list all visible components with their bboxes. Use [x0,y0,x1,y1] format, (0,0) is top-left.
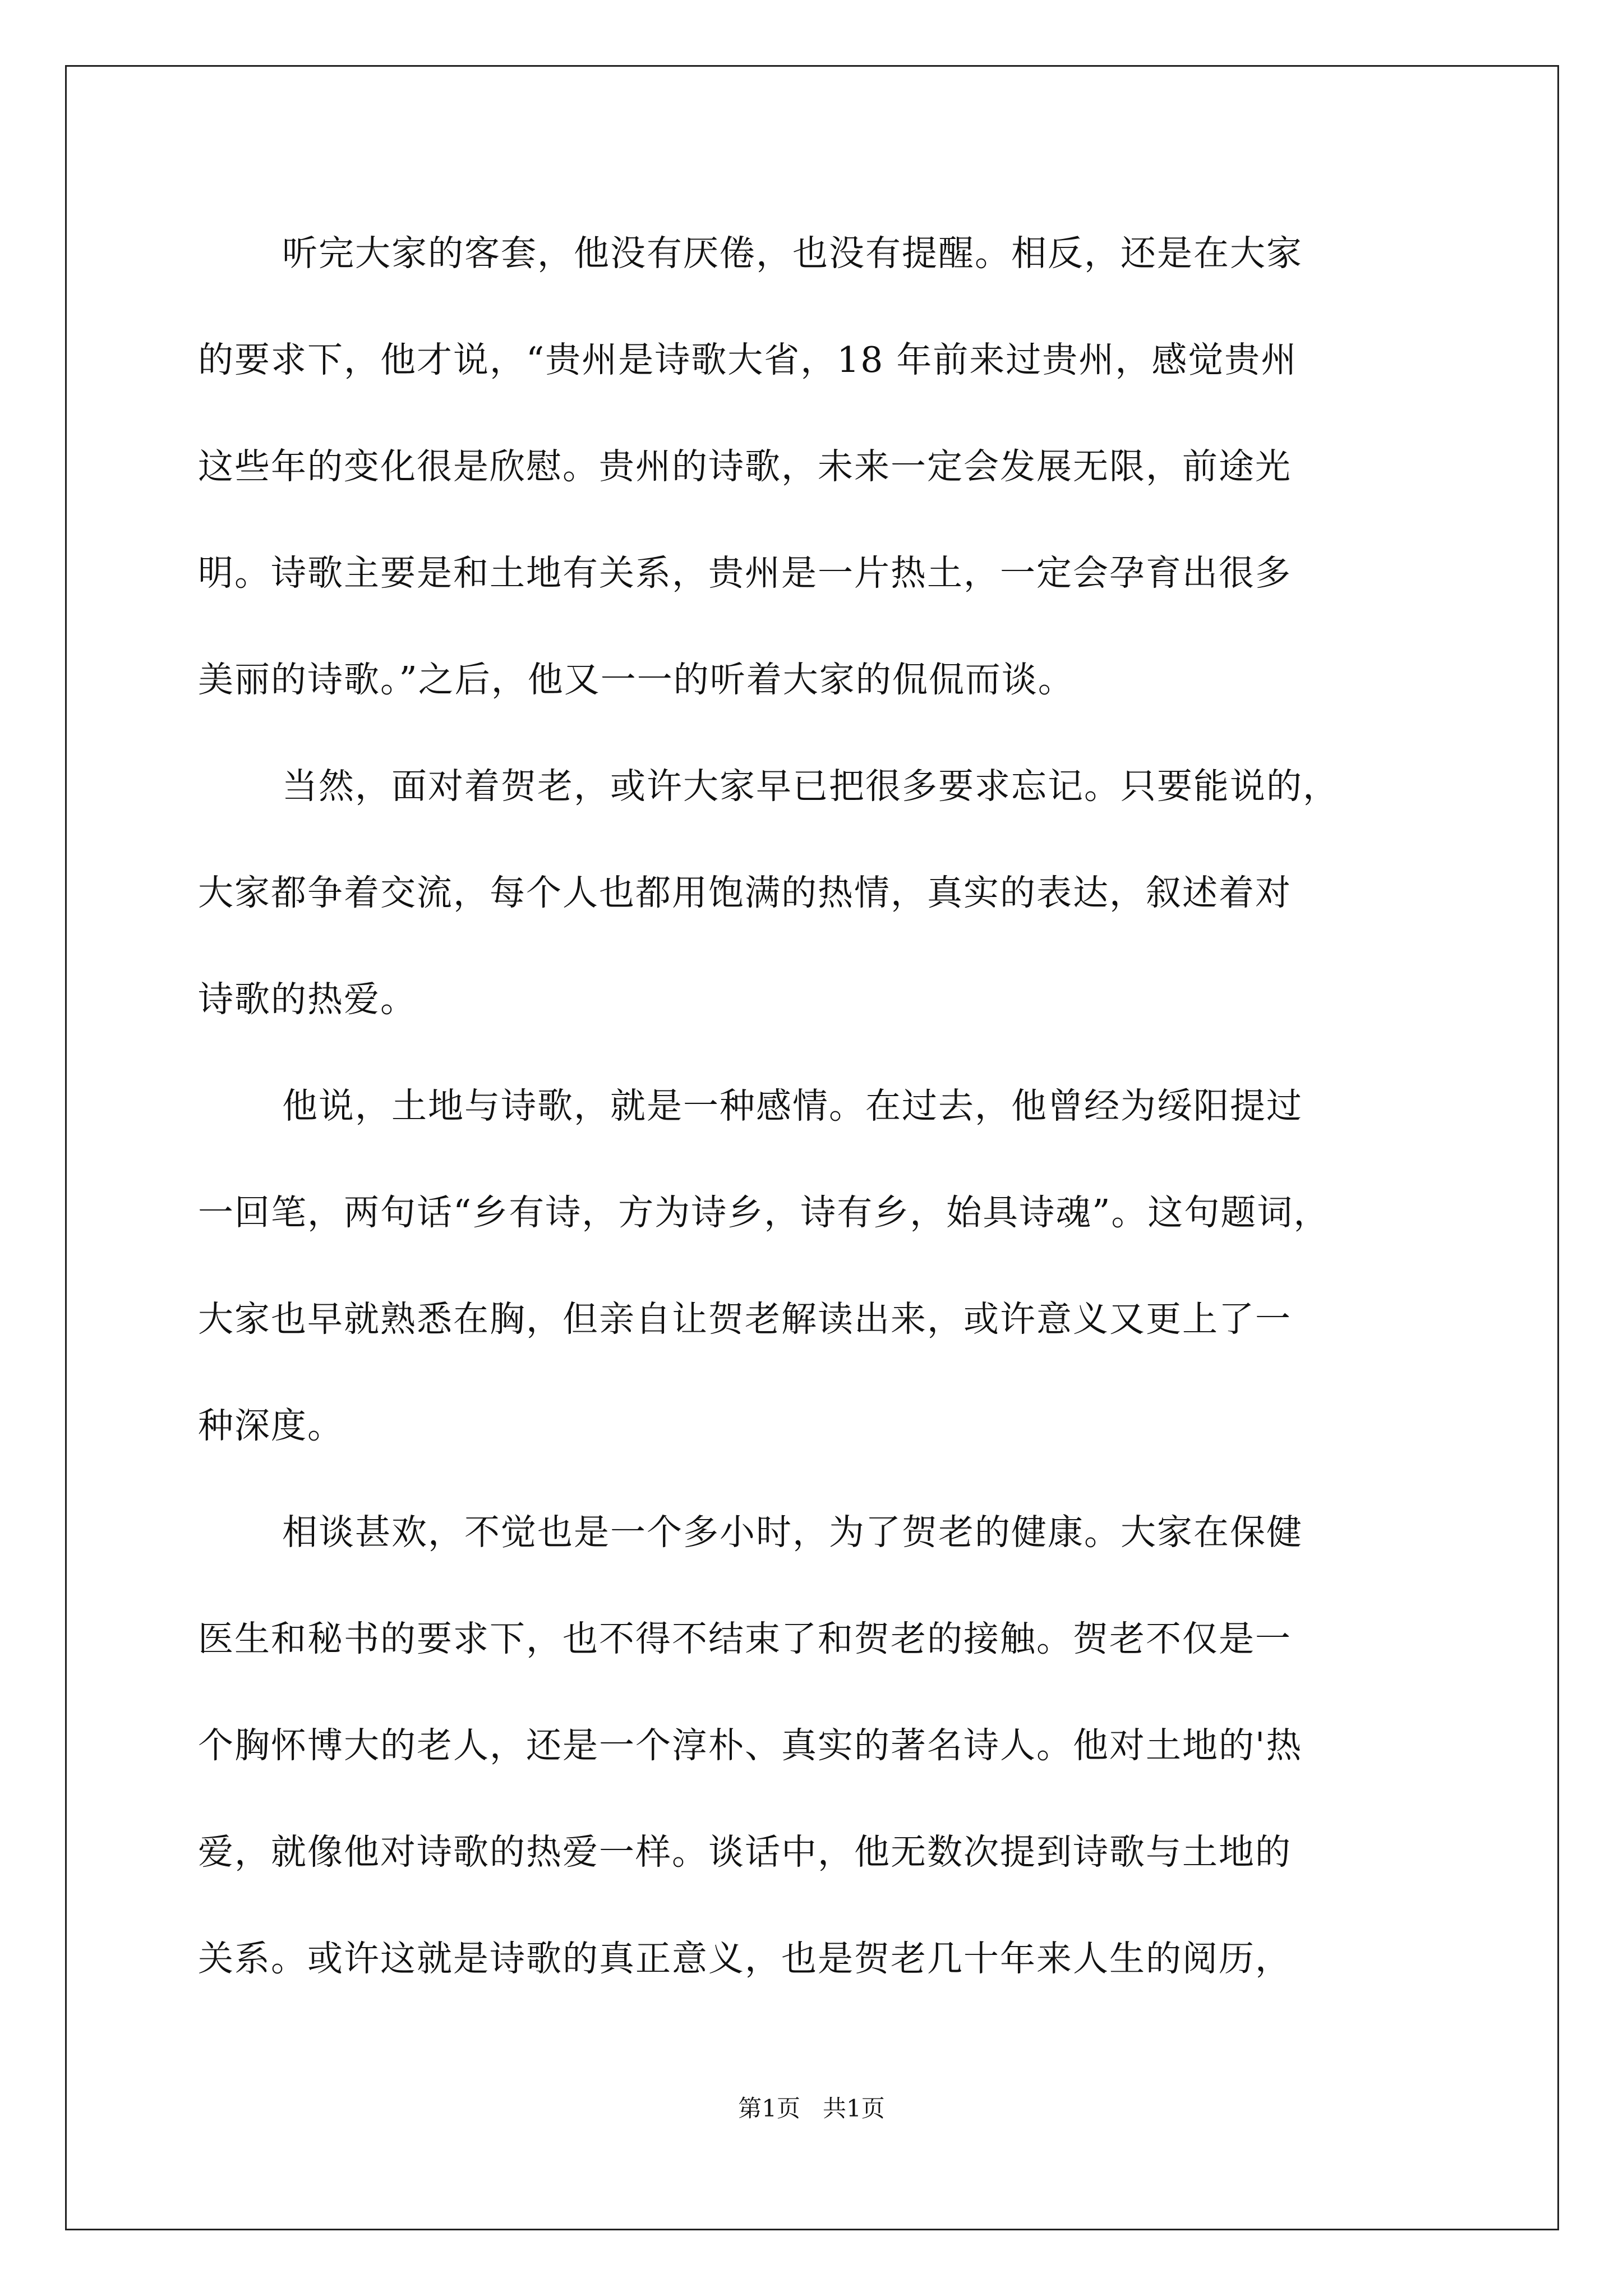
text-line: 医生和秘书的要求下，也不得不结束了和贺老的接触。贺老不仅是一 [198,1618,1292,1659]
text-line: 相谈甚欢，不觉也是一个多小时，为了贺老的健康。大家在保健 [282,1512,1303,1553]
text-line: 明。诗歌主要是和土地有关系，贵州是一片热土，一定会孕育出很多 [198,553,1292,593]
text-line: 他说，土地与诗歌，就是一种感情。在过去，他曾经为绥阳提过 [282,1085,1303,1126]
text-line: 一回笔，两句话“乡有诗，方为诗乡，诗有乡，始具诗魂”。这句题词， [198,1192,1330,1233]
text-line: 大家也早就熟悉在胸，但亲自让贺老解读出来，或许意义又更上了一 [198,1299,1292,1340]
text-line: 大家都争着交流，每个人也都用饱满的热情，真实的表达，叙述着对 [198,872,1292,913]
text-line: 个胸怀博大的老人，还是一个淳朴、真实的著名诗人。他对土地的'热 [198,1725,1303,1766]
text-line: 这些年的变化很是欣慰。贵州的诗歌，未来一定会发展无限，前途光 [198,446,1292,487]
text-line: 诗歌的热爱。 [198,979,417,1020]
text-line: 爱，就像他对诗歌的热爱一样。谈话中，他无数次提到诗歌与土地的 [198,1832,1292,1872]
text-line: 美丽的诗歌。”之后，他又一一的听着大家的侃侃而谈。 [198,659,1075,700]
page-border [65,65,1559,2230]
text-line: 的要求下，他才说，“贵州是诗歌大省，18 年前来过贵州，感觉贵州 [198,339,1298,380]
page-footer: 第1页 共1页 [738,2095,885,2122]
text-line: 当然，面对着贺老，或许大家早已把很多要求忘记。只要能说的， [282,766,1339,807]
text-line: 种深度。 [198,1405,344,1446]
text-line: 听完大家的客套，他没有厌倦，也没有提醒。相反，还是在大家 [282,233,1303,274]
text-line: 关系。或许这就是诗歌的真正意义，也是贺老几十年来人生的阅历， [198,1938,1292,1979]
